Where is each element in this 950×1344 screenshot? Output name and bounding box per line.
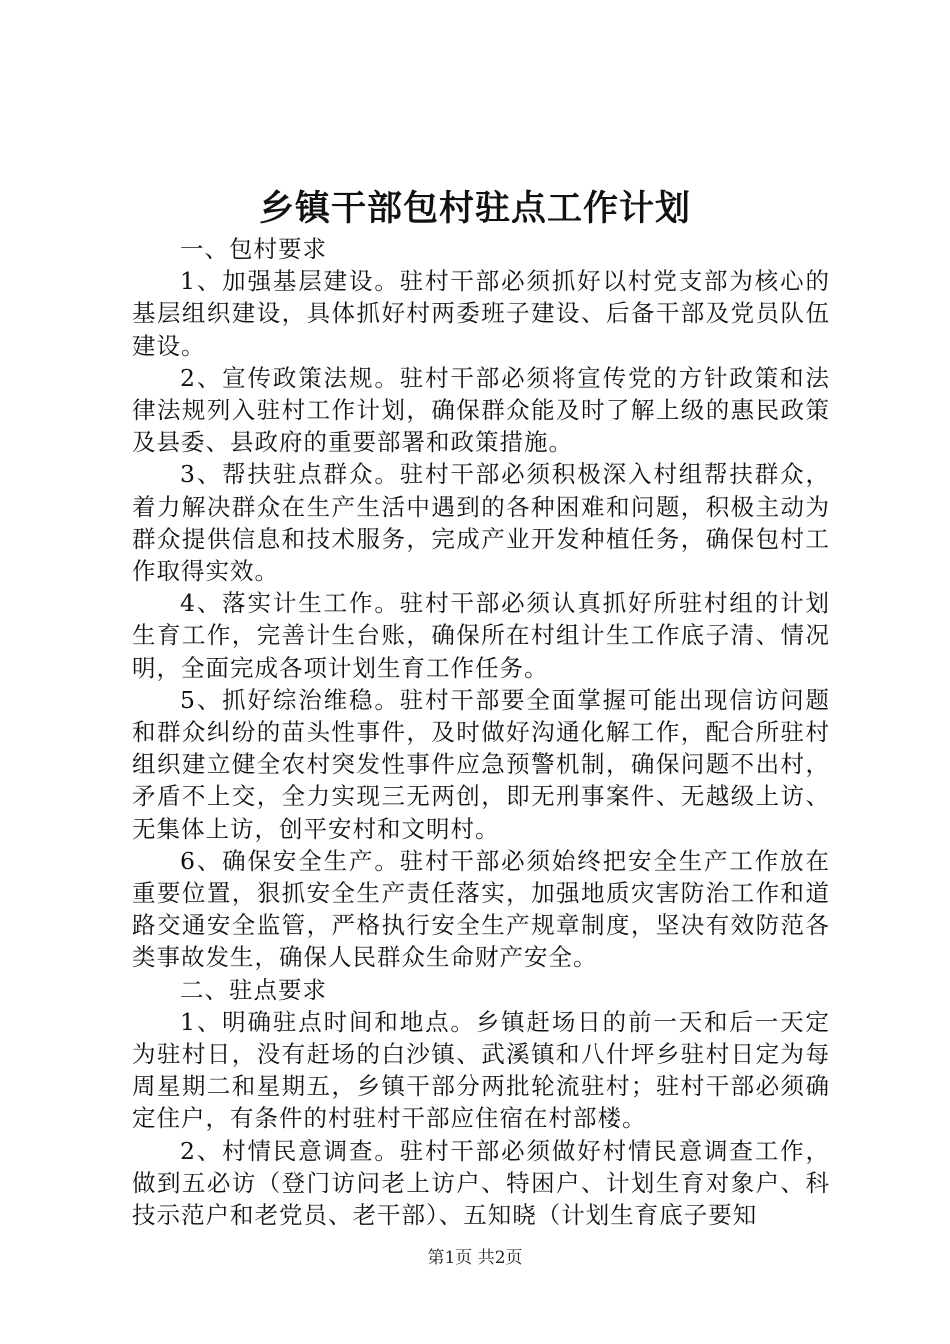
document-body [132, 233, 830, 1231]
document-title: 乡镇干部包村驻点工作计划 [258, 189, 691, 229]
paragraph-3: 3、帮扶驻点群众。驻村干部必须积极深入村组帮扶群众，着力解决群众在生产生活中遇到的各种困难和问题，积极主动为群众提供信息和技术服务，完成产业开发种植任务，确保包村工作取得实效。 [132, 460, 830, 586]
paragraph-4: 4、落实计生工作。驻村干部必须认真抓好所驻村组的计划生育工作，完善计生台账，确保所在村组计生工作底子清、情况明，全面完成各项计划生育工作任务。 [132, 589, 830, 682]
paragraph-6: 6、确保安全生产。驻村干部必须始终把安全生产工作放在重要位置，狠抓安全生产责任落实，加强地质灾害防治工作和道路交通安全监管，严格执行安全生产规章制度，坚决有效防范各类事故发生，确保人民群众生命财产安全。 [132, 846, 830, 972]
paragraph-5: 5、抓好综治维稳。驻村干部要全面掌握可能出现信访问题和群众纠纷的苗头性事件，及时做好沟通化解工作，配合所驻村组织建立健全农村突发性事件应急预警机制，确保问题不出村，矛盾不上交，全力实现三无两创，即无刑事案件、无越级上访、无集体上访，创平安村和文明村。 [132, 685, 830, 843]
section-heading-2: 二、驻点要求 [180, 975, 327, 1004]
page-footer: 第1页 共2页 [427, 1248, 523, 1268]
paragraph-2: 2、宣传政策法规。驻村干部必须将宣传党的方针政策和法律法规列入驻村工作计划，确保群众能及时了解上级的惠民政策及县委、县政府的重要部署和政策措施。 [132, 363, 830, 457]
paragraph-8: 2、村情民意调查。驻村干部必须做好村情民意调查工作，做到五必访（登门访问老上访户、特困户、计划生育对象户、科技示范户和老党员、老干部）、五知晓（计划生育底子要知 [132, 1136, 830, 1230]
section-heading-1: 一、包村要求 [180, 235, 327, 263]
paragraph-1: 1、加强基层建设。驻村干部必须抓好以村党支部为核心的基层组织建设，具体抓好村两委班子建设、后备干部及党员队伍建设。 [132, 267, 830, 360]
paragraph-7: 1、明确驻点时间和地点。乡镇赶场日的前一天和后一天定为驻村日，没有赶场的白沙镇、武溪镇和八什坪乡驻村日定为每周星期二和星期五，乡镇干部分两批轮流驻村；驻村干部必须确定住户，有条件的村驻村干部应住宿在村部楼。 [132, 1007, 830, 1133]
